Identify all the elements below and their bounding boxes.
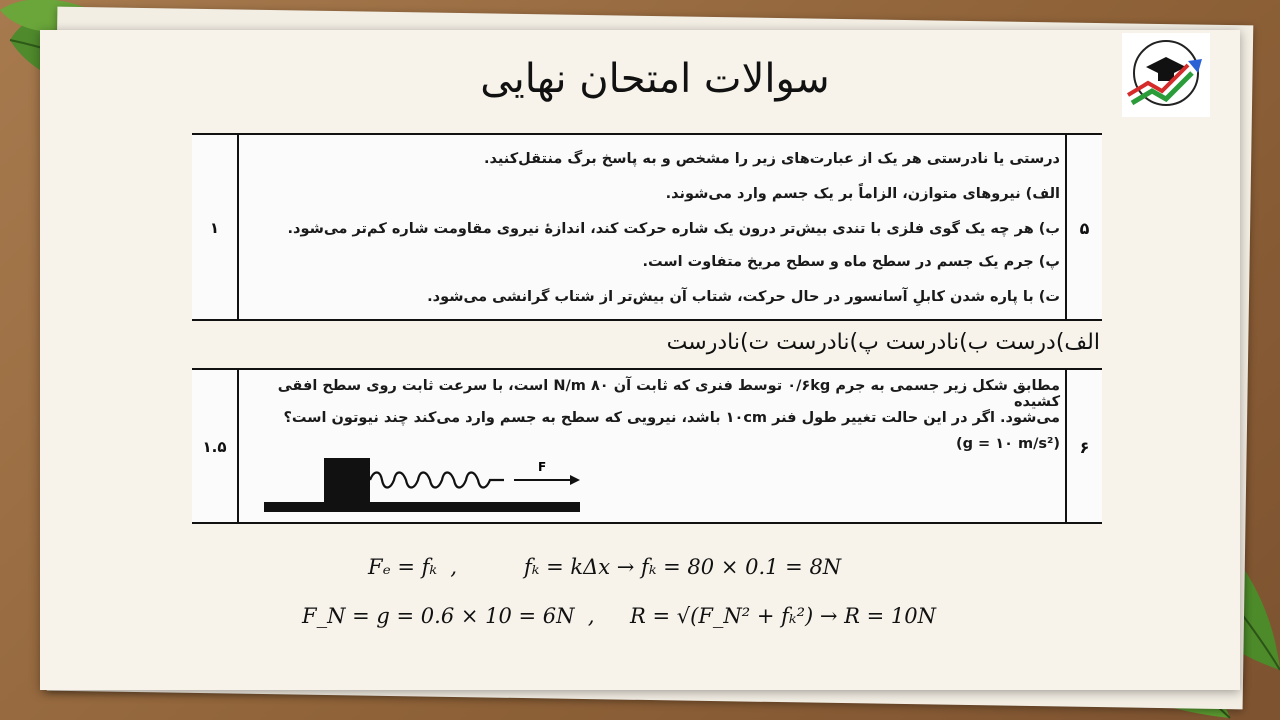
question-score: ۱ [209,219,220,237]
slide-title: سوالات امتحان نهایی [480,56,830,102]
question-score: ۱.۵ [202,438,227,456]
answer-text: الف)درست ب)نادرست پ)نادرست ت)نادرست [666,330,1100,355]
equation-line: Fₑ = fₖ , [368,555,458,579]
spring-block-diagram [262,454,582,514]
question-line: الف) نیروهای متوازن، الزاماً بر یک جسم وارد می‌شوند. [665,186,1060,202]
question-box-6 [192,368,1102,524]
equation-line: F_N = g = 0.6 × 10 = 6N , [302,604,595,628]
equation-line: R = √(F_N² + fₖ²) → R = 10N [630,604,936,628]
question-line: می‌شود. اگر در این حالت تغییر طول فنر ۱۰cm باشد، نیرویی که سطح به جسم وارد می‌کند چند نیوتون است؟ [283,410,1060,426]
question-number: ۶ [1079,438,1090,457]
column-divider [237,370,239,522]
question-number: ۵ [1079,219,1090,238]
question-line: مطابق شکل زیر جسمی به جرم ۰/۶kg توسط فنری که ثابت آن ۸۰ N/m است، با سرعت ثابت روی سطح افقی کشیده [277,378,1060,410]
question-line: پ) جرم یک جسم در سطح ماه و سطح مریخ متفاوت است. [642,254,1060,270]
question-line: (g = ۱۰ m/s²) [955,436,1060,452]
question-line: ب) هر چه یک گوی فلزی با تندی بیش‌تر درون یک شاره حرکت کند، اندازهٔ نیروی مقاومت شاره کم‌تر می‌شود. [287,221,1060,237]
force-label: F [538,460,547,474]
graduation-logo-icon [1122,33,1210,117]
equation-line: fₖ = kΔx → fₖ = 80 × 0.1 = 8N [524,555,842,579]
question-line: درستی یا نادرستی هر یک از عبارت‌های زیر را مشخص و به پاسخ برگ منتقل‌کنید. [484,151,1060,167]
slide-card [40,30,1240,690]
column-divider [237,135,239,319]
question-line: ت) با پاره شدن کابلِ آسانسور در حال حرکت، شتاب آن بیش‌تر از شتاب گرانشی می‌شود. [427,289,1060,305]
question-box-5 [192,133,1102,321]
